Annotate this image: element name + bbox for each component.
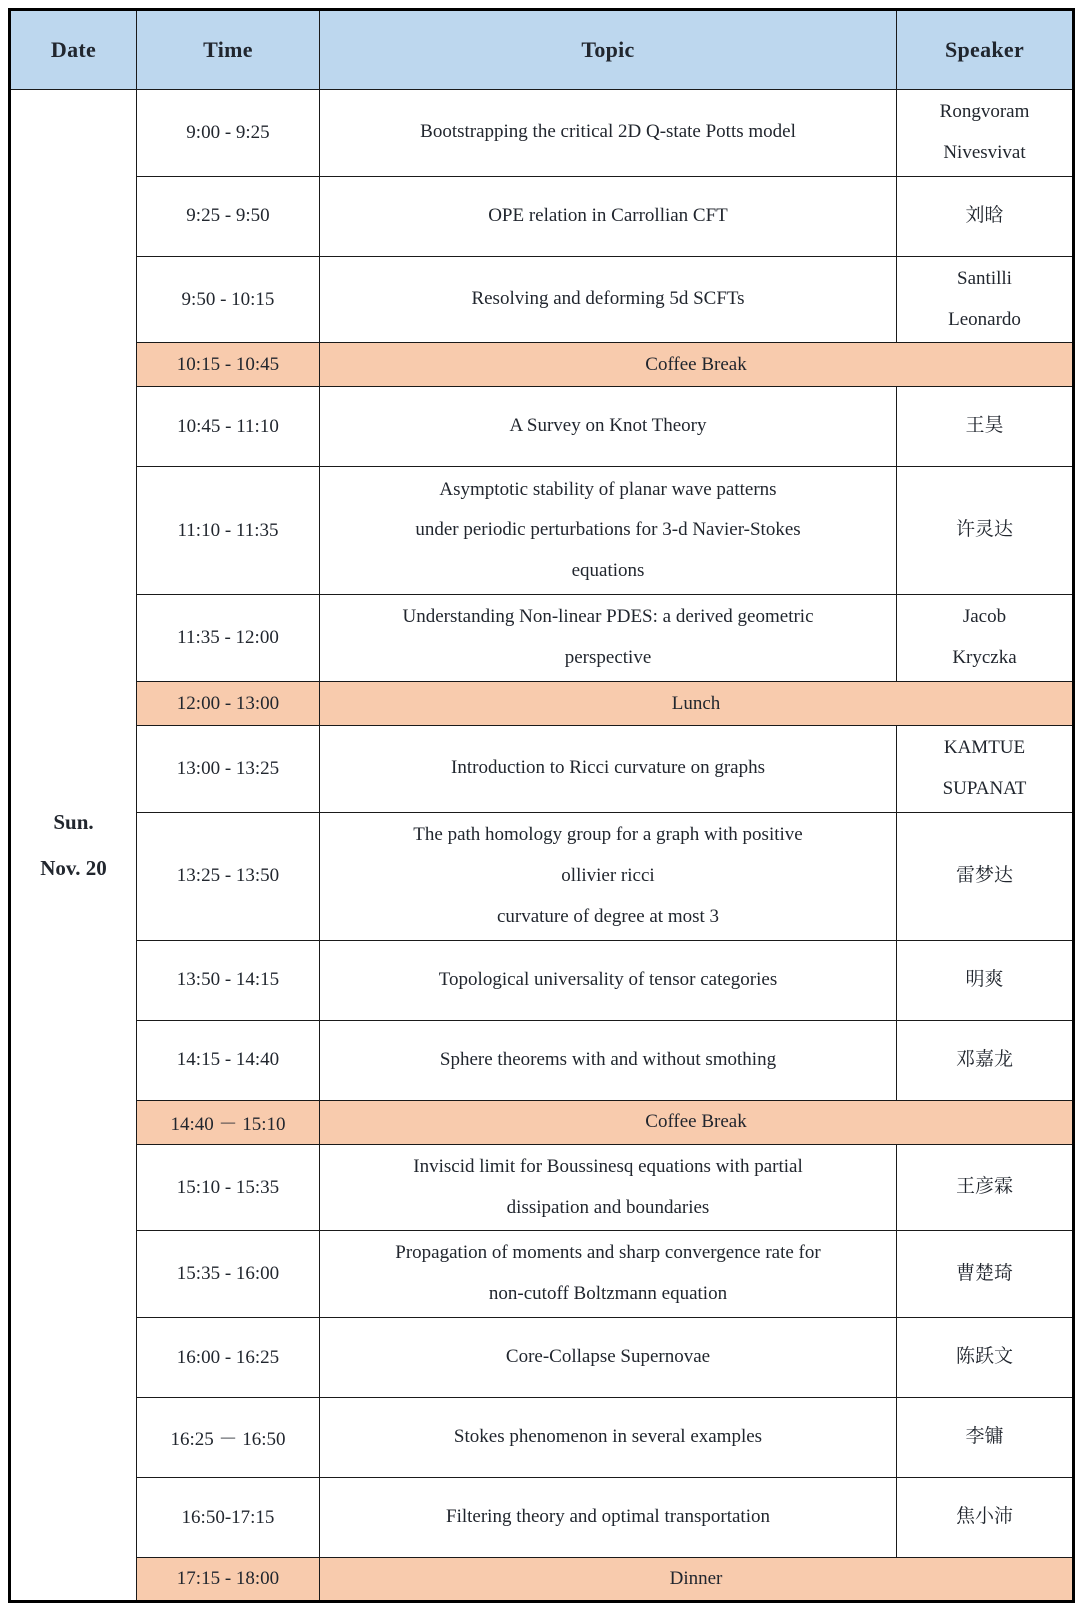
topic-line: OPE relation in Carrollian CFT — [488, 204, 728, 226]
speaker-line: Santilli — [957, 267, 1012, 289]
topic-line: The path homology group for a graph with positive — [413, 823, 803, 845]
header-time: Time — [137, 10, 320, 90]
speaker-cell — [897, 1318, 1074, 1398]
time-cell: 14:40 － 15:10 — [137, 1100, 320, 1144]
topic-line: perspective — [564, 647, 652, 669]
conference-schedule-table — [8, 8, 1075, 1603]
session-row — [10, 1398, 1074, 1478]
speaker-line: 曹楚琦 — [955, 1262, 1013, 1284]
speaker-cell — [897, 90, 1074, 177]
topic-line: Topological universality of tensor categories — [438, 968, 778, 990]
speaker-cell — [897, 1398, 1074, 1478]
speaker-line: Jacob — [962, 606, 1007, 628]
topic-cell — [320, 467, 897, 595]
topic-cell — [320, 940, 897, 1020]
topic-line: Introduction to Ricci curvature on graphs — [451, 757, 765, 779]
header-topic: Topic — [320, 10, 897, 90]
topic-line: Stokes phenomenon in several examples — [453, 1426, 763, 1448]
break-row — [10, 343, 1074, 387]
time-cell: 13:50 - 14:15 — [137, 940, 320, 1020]
speaker-cell — [897, 387, 1074, 467]
time-cell: 14:15 - 14:40 — [137, 1020, 320, 1100]
time-cell: 9:00 - 9:25 — [137, 90, 320, 177]
topic-line: Asymptotic stability of planar wave patterns — [439, 478, 777, 500]
speaker-cell — [897, 726, 1074, 813]
session-row — [10, 940, 1074, 1020]
break-label-cell: Coffee Break — [320, 343, 1074, 387]
speaker-line: 明爽 — [965, 968, 1004, 990]
topic-cell — [320, 1478, 897, 1558]
topic-cell — [320, 387, 897, 467]
schedule-header — [10, 10, 1074, 90]
header-date: Date — [10, 10, 137, 90]
topic-line: Core-Collapse Supernovae — [505, 1346, 711, 1368]
time-cell: 16:00 - 16:25 — [137, 1318, 320, 1398]
topic-cell — [320, 1231, 897, 1318]
time-cell: 10:45 - 11:10 — [137, 387, 320, 467]
topic-cell — [320, 256, 897, 343]
break-row — [10, 682, 1074, 726]
time-cell: 15:35 - 16:00 — [137, 1231, 320, 1318]
schedule-body — [10, 90, 1074, 1602]
topic-line: Filtering theory and optimal transportation — [446, 1506, 770, 1528]
topic-line: non-cutoff Boltzmann equation — [488, 1283, 728, 1305]
session-row — [10, 812, 1074, 940]
session-row — [10, 90, 1074, 177]
time-cell: 13:25 - 13:50 — [137, 812, 320, 940]
speaker-line: Nivesvivat — [943, 141, 1026, 163]
topic-line: ollivier ricci — [561, 864, 655, 886]
speaker-line: 陈跃文 — [955, 1346, 1013, 1368]
time-cell: 12:00 - 13:00 — [137, 682, 320, 726]
session-row — [10, 595, 1074, 682]
topic-cell — [320, 595, 897, 682]
time-cell: 13:00 - 13:25 — [137, 726, 320, 813]
speaker-line: 焦小沛 — [955, 1506, 1013, 1528]
speaker-cell — [897, 940, 1074, 1020]
session-row — [10, 256, 1074, 343]
session-row — [10, 1318, 1074, 1398]
session-row — [10, 1478, 1074, 1558]
speaker-cell — [897, 256, 1074, 343]
session-row — [10, 1144, 1074, 1231]
session-row — [10, 726, 1074, 813]
speaker-line: Rongvoram — [939, 101, 1030, 122]
session-row — [10, 176, 1074, 256]
topic-line: Sphere theorems with and without smothing — [439, 1048, 777, 1070]
break-row — [10, 1558, 1074, 1602]
break-row — [10, 1100, 1074, 1144]
break-label-cell: Coffee Break — [320, 1100, 1074, 1144]
header-speaker: Speaker — [897, 10, 1074, 90]
time-cell: 10:15 - 10:45 — [137, 343, 320, 387]
topic-cell — [320, 90, 897, 177]
speaker-line: 李镛 — [965, 1426, 1004, 1448]
speaker-line: 刘晗 — [965, 204, 1004, 226]
topic-line: Propagation of moments and sharp convergence rate for — [395, 1242, 821, 1264]
topic-line: equations — [571, 560, 645, 582]
speaker-line: 邓嘉龙 — [955, 1048, 1013, 1070]
speaker-cell — [897, 1144, 1074, 1231]
topic-line: Bootstrapping the critical 2D Q-state Potts model — [420, 121, 796, 143]
break-label-cell: Dinner — [320, 1558, 1074, 1602]
speaker-cell — [897, 595, 1074, 682]
time-cell: 11:10 - 11:35 — [137, 467, 320, 595]
session-row — [10, 1020, 1074, 1100]
topic-line: Inviscid limit for Boussinesq equations with partial — [413, 1155, 803, 1177]
time-cell: 17:15 - 18:00 — [137, 1558, 320, 1602]
speaker-cell — [897, 812, 1074, 940]
session-row — [10, 387, 1074, 467]
speaker-cell — [897, 1478, 1074, 1558]
speaker-line: Leonardo — [948, 308, 1021, 330]
topic-cell — [320, 812, 897, 940]
time-cell: 11:35 - 12:00 — [137, 595, 320, 682]
time-cell: 9:50 - 10:15 — [137, 256, 320, 343]
date-cell — [10, 90, 137, 1602]
date-value: Nov. 20 — [40, 856, 107, 881]
speaker-cell — [897, 467, 1074, 595]
speaker-line: Kryczka — [952, 647, 1017, 669]
session-row — [10, 1231, 1074, 1318]
topic-cell — [320, 1144, 897, 1231]
speaker-line: SUPANAT — [942, 777, 1027, 799]
speaker-cell — [897, 176, 1074, 256]
break-label-cell: Lunch — [320, 682, 1074, 726]
time-cell: 16:50-17:15 — [137, 1478, 320, 1558]
topic-line: A Survey on Knot Theory — [509, 415, 707, 437]
topic-line: curvature of degree at most 3 — [496, 905, 720, 927]
speaker-line: 雷梦达 — [955, 864, 1013, 886]
speaker-line: KAMTUE — [943, 737, 1026, 759]
topic-cell — [320, 1020, 897, 1100]
topic-cell — [320, 1398, 897, 1478]
topic-cell — [320, 726, 897, 813]
speaker-line: 王昊 — [965, 415, 1004, 437]
date-day: Sun. — [53, 809, 94, 834]
topic-line: dissipation and boundaries — [506, 1196, 710, 1218]
speaker-cell — [897, 1020, 1074, 1100]
speaker-line: 许灵达 — [955, 519, 1013, 541]
time-cell: 9:25 - 9:50 — [137, 176, 320, 256]
topic-line: Resolving and deforming 5d SCFTs — [471, 288, 745, 310]
time-cell: 16:25 － 16:50 — [137, 1398, 320, 1478]
session-row — [10, 467, 1074, 595]
topic-cell — [320, 1318, 897, 1398]
speaker-line: 王彦霖 — [955, 1176, 1013, 1198]
header-row — [10, 10, 1074, 90]
speaker-cell — [897, 1231, 1074, 1318]
time-cell: 15:10 - 15:35 — [137, 1144, 320, 1231]
topic-cell — [320, 176, 897, 256]
topic-line: Understanding Non-linear PDES: a derived geometric — [402, 606, 814, 628]
topic-line: under periodic perturbations for 3-d Navier-Stokes — [415, 519, 801, 541]
